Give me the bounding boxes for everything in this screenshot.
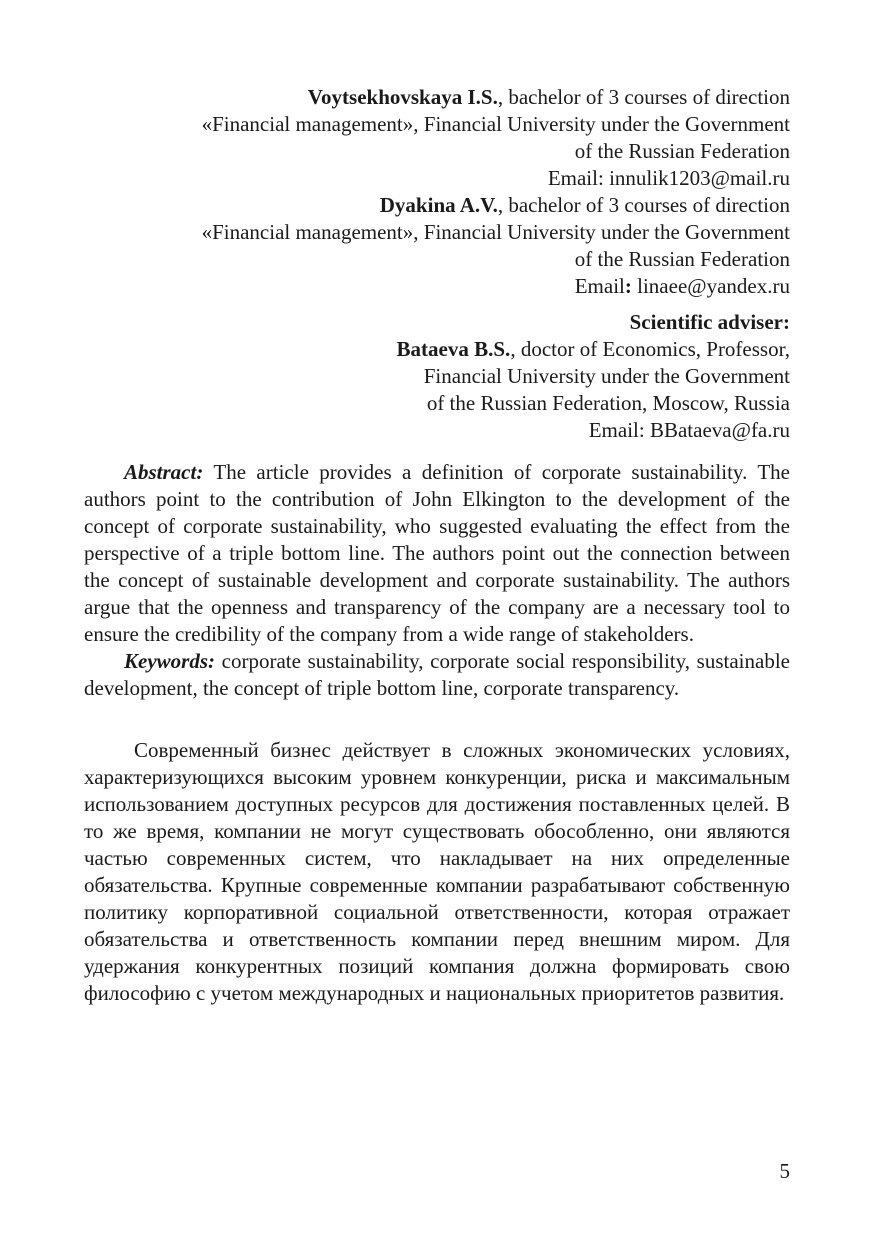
author-2-email — [84, 273, 790, 300]
author-1-name: Voytsekhovskaya I.S. — [307, 85, 498, 109]
author-2-line — [84, 192, 790, 219]
author-1-email — [84, 165, 790, 192]
body-paragraph: Современный бизнес действует в сложных экономических условиях, характеризующихся высоким уровнем конкуренции, риска и максимальным использованием доступных ресурсов для достижения поставленных целей. В то же время, компании не могут существовать обособленно, они являются частью современных систем, что накладывает на них определенные обязательства. Крупные современные компании разрабатывают собственную политику корпоративной социальной ответственности, которая отражает обязательства и ответственность компании перед внешним миром. Для удержания конкурентных позиций компания должна формировать свою философию с учетом международных и национальных приоритетов развития. — [84, 738, 790, 1005]
author-2-desc: , bachelor of 3 courses of direction — [497, 193, 790, 217]
author-1-line — [84, 84, 790, 111]
keywords-text: corporate sustainability, corporate social responsibility, sustainable development, the concept of triple bottom line, corporate transparency. — [84, 649, 790, 700]
author-1-desc: , bachelor of 3 courses of direction — [497, 85, 790, 109]
author-2-name: Dyakina A.V. — [379, 193, 498, 217]
abstract-label: Abstract: — [124, 460, 204, 484]
author-1-affiliation-1: «Financial management», Financial University under the Government — [201, 112, 790, 136]
adviser-affiliation-2: of the Russian Federation, Moscow, Russia — [426, 391, 790, 415]
author-2-affiliation-1: «Financial management», Financial University under the Government — [201, 220, 790, 244]
adviser-desc: , doctor of Economics, Professor, — [510, 337, 790, 361]
keywords-paragraph — [84, 648, 790, 702]
adviser-affiliation-1: Financial University under the Government — [423, 364, 790, 388]
adviser-email: Email: BBataeva@fa.ru — [588, 418, 790, 442]
abstract-text: The article provides a definition of corporate sustainability. The authors point to the contribution of John Elkington to the development of the concept of corporate sustainability, who suggested evaluating the effect from the perspective of a triple bottom line. The authors point out the connection between the concept of sustainable development and corporate sustainability. The authors argue that the openness and transparency of the company are a necessary tool to ensure the credibility of the company from a wide range of stakeholders. — [84, 460, 790, 646]
adviser-name: Bataeva B.S. — [396, 337, 511, 361]
adviser-line — [84, 336, 790, 363]
author-2-affiliation-2: of the Russian Federation — [574, 247, 790, 271]
author-2-email-label: Email — [574, 274, 625, 298]
author-1-email-address: innulik1203@mail.ru — [603, 166, 790, 190]
abstract-paragraph — [84, 459, 790, 648]
author-1-affiliation-2: of the Russian Federation — [574, 139, 790, 163]
page-number: 5 — [779, 1159, 790, 1183]
author-2-email-colon: : — [624, 274, 632, 298]
author-1-email-label: Email: — [547, 166, 604, 190]
adviser-block — [84, 309, 790, 444]
document-page — [84, 84, 790, 1028]
author-2-email-address: linaee@yandex.ru — [631, 274, 790, 298]
author-block — [84, 84, 790, 444]
keywords-label: Keywords: — [124, 649, 215, 673]
adviser-heading: Scientific adviser: — [629, 310, 790, 334]
